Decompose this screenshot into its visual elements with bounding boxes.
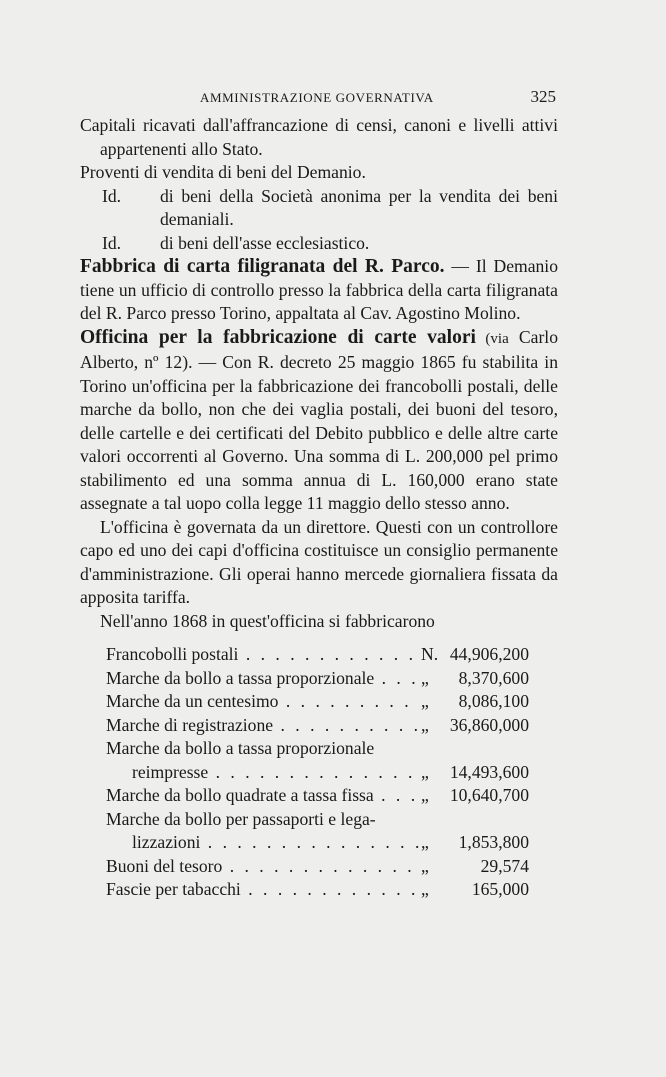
page-body <box>80 114 558 902</box>
row-unit: „ <box>421 785 429 805</box>
row-label: Marche da bollo a tassa proporzionale . . . <box>106 667 419 691</box>
row-label-first-line: Marche da bollo a tassa proporzionale <box>106 738 375 758</box>
row-label: Marche di registrazione . . . <box>106 714 419 738</box>
row-label: Francobolli postali . . . <box>106 643 419 667</box>
table-row <box>106 855 529 879</box>
id-entry-1 <box>80 185 558 232</box>
row-unit: „ <box>421 879 429 899</box>
fabbrica-text: — Il Demanio tiene un ufficio di controllo presso la fabbrica della carta filigranata del R. Parco presso Torino, appaltata al Cav. Agostino Molino. <box>80 256 558 323</box>
row-value: 1,853,800 <box>458 832 529 852</box>
row-label-first-line: Marche da bollo per passaporti e lega- <box>106 808 376 829</box>
row-unit: „ <box>421 832 429 852</box>
table-row <box>106 784 529 808</box>
row-label: Marche da bollo quadrate a tassa fissa . . . <box>106 784 419 808</box>
proventi-entry: Proventi di vendita di beni del Demanio. <box>80 162 366 182</box>
row-value: 44,906,200 <box>449 644 529 664</box>
row-value: 29,574 <box>480 855 529 876</box>
officina-paragraph <box>80 326 558 516</box>
row-unit: „ <box>421 761 429 782</box>
page-number: 325 <box>530 87 556 106</box>
id-entry-2 <box>80 232 558 256</box>
row-unit: N. <box>421 644 439 664</box>
id-entry-2-text: di beni dell'asse ecclesiastico. <box>160 232 370 253</box>
row-value: 14,493,600 <box>449 761 529 782</box>
table-row <box>106 831 529 855</box>
row-label: lizzazioni . . . <box>132 831 419 855</box>
row-unit: „ <box>421 691 429 711</box>
row-value: 8,086,100 <box>458 691 529 711</box>
row-value: 36,860,000 <box>449 714 529 735</box>
table-row <box>106 690 529 714</box>
row-unit: „ <box>421 714 429 735</box>
row-value: 10,640,700 <box>449 785 529 805</box>
production-table <box>106 643 529 902</box>
row-unit: „ <box>421 667 429 688</box>
row-label: reimpresse . . . <box>132 761 419 785</box>
running-title: AMMINISTRAZIONE GOVERNATIVA <box>200 90 434 105</box>
page-header <box>200 87 556 114</box>
id-label: Id. <box>102 232 122 253</box>
table-row <box>106 643 529 667</box>
row-value: 165,000 <box>471 879 529 899</box>
table-row <box>106 878 529 902</box>
row-label: Marche da un centesimo . . . <box>106 690 419 714</box>
fabbrica-paragraph <box>80 255 558 326</box>
capitali-entry: Capitali ricavati dall'affrancazione di censi, canoni e livelli attivi appartenenti allo Stato. <box>80 115 558 159</box>
row-label: Fascie per tabacchi . . . <box>106 878 419 902</box>
officina-paragraph-2: L'officina è governata da un direttore. Questi con un controllore capo ed uno dei capi d'officina costituisce un consiglio permanente d'amministrazione. Gli operai hanno mercede giornaliera fissata da apposita tariffa. <box>80 516 558 607</box>
table-row <box>106 714 529 738</box>
officina-heading: Officina per la fabbricazione di carte valori <box>80 326 476 348</box>
fabbrica-heading: Fabbrica di carta filigranata del R. Parco. <box>80 256 445 277</box>
id-entry-1-text: di beni della Società anonima per la vendita dei beni demaniali. <box>160 185 558 229</box>
officina-note: (via <box>475 330 509 347</box>
id-label: Id. <box>102 185 122 206</box>
row-label: Buoni del tesoro . . . <box>106 855 419 879</box>
table-row <box>106 761 529 785</box>
table-row <box>106 667 529 691</box>
row-unit: „ <box>421 855 429 876</box>
officina-paragraph-3: Nell'anno 1868 in quest'officina si fabbricarono <box>100 610 435 631</box>
officina-text: Carlo Alberto, nº 12). — Con R. decreto 25 maggio 1865 fu stabilita in Torino un'officina per la fabbricazione dei francobolli postali, delle marche da bollo, non che dei vaglia postali, dei buoni del tesoro, delle cartelle e dei certificati del Debito pubblico e delle altre carte valori occorrenti al Governo. Una somma di L. 200,000 pel primo stabilimento ed una somma annua di L. 160,000 erano state assegnate a tal uopo colla legge 11 maggio dello stesso anno. <box>80 326 558 513</box>
row-value: 8,370,600 <box>458 667 529 688</box>
